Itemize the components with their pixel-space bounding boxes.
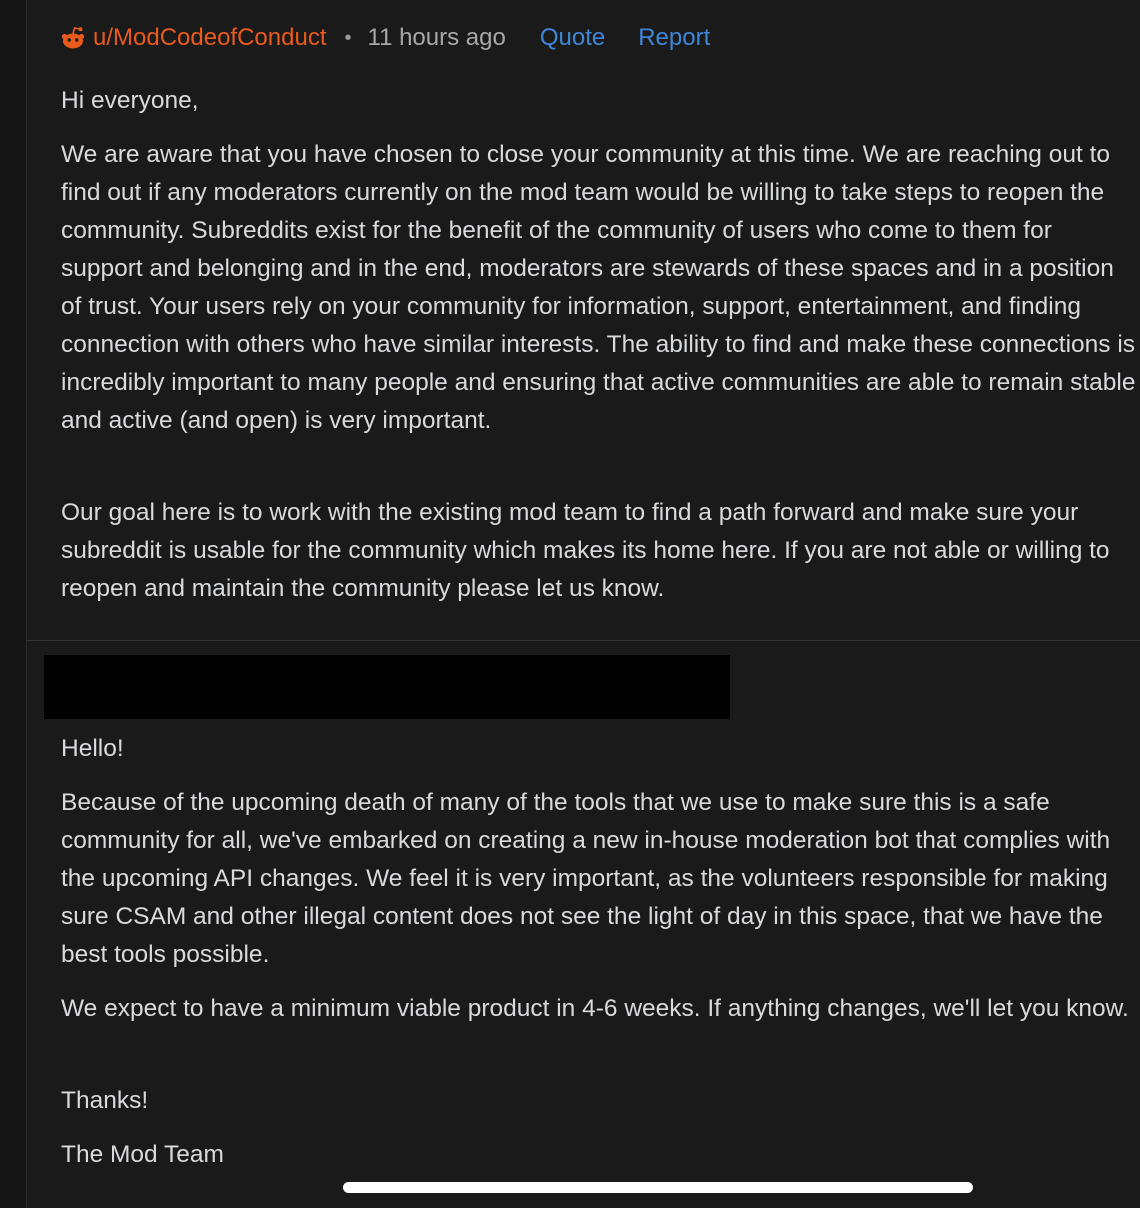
message-paragraph: Our goal here is to work with the existing mod team to find a path forward and make sure your subreddit is usable for the community which makes its home here. If you are not able or willing to reopen and maintain the community please let us know. xyxy=(61,499,1110,602)
thread-left-rule xyxy=(0,0,27,1208)
meta-separator: • xyxy=(344,26,352,49)
home-indicator[interactable] xyxy=(343,1182,973,1193)
author-username[interactable]: u/ModCodeofConduct xyxy=(93,24,327,51)
message-paragraph: We expect to have a minimum viable product in 4-6 weeks. If anything changes, we'll let you know. xyxy=(61,995,1129,1022)
message-greeting: Hello! xyxy=(61,735,124,762)
message-timestamp: 11 hours ago xyxy=(367,24,506,51)
message-paragraph: We are aware that you have chosen to close your community at this time. We are reaching out to find out if any moderators currently on the mod team would be willing to take steps to reopen the community. Subreddits exist for the benefit of the community of users who come to them for support and belonging and in the end, moderators are stewards of these spaces and in a position of trust. Your users rely on your community for information, support, entertainment, and finding connection with others who have similar interests. The ability to find and make these connections is incredibly important to many people and ensuring that active communities are able to remain stable and active (and open) is very important. xyxy=(61,141,1136,434)
reddit-snoo-icon[interactable] xyxy=(61,26,85,50)
message-divider xyxy=(27,640,1140,641)
message-signature: The Mod Team xyxy=(61,1141,224,1168)
report-link[interactable]: Report xyxy=(638,24,711,51)
message-greeting: Hi everyone, xyxy=(61,87,199,114)
message-paragraph: Because of the upcoming death of many of the tools that we use to make sure this is a safe community for all, we've embarked on creating a new in-house moderation bot that complies with the upcoming API changes. We feel it is very important, as the volunteers responsible for making sure CSAM and other illegal content does not see the light of day in this space, that we have the best tools possible. xyxy=(61,789,1111,968)
redacted-header xyxy=(44,655,730,719)
message-meta xyxy=(61,22,710,54)
quote-link[interactable]: Quote xyxy=(539,24,606,51)
message-signoff: Thanks! xyxy=(61,1087,149,1114)
